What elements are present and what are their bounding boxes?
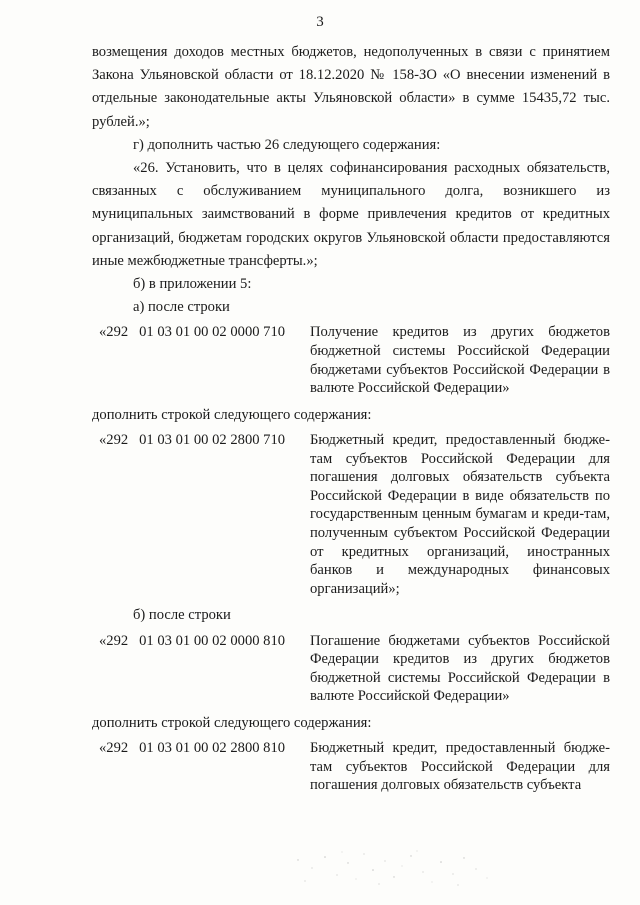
paragraph-appendix-5: б) в приложении 5: <box>133 276 252 293</box>
row-code: «292 01 03 01 00 02 2800 810 <box>99 740 286 757</box>
document-body <box>92 41 610 795</box>
row-code: «292 01 03 01 00 02 0000 710 <box>99 324 286 341</box>
paragraph-amend-part-26: г) дополнить частью 26 следующего содержания: <box>133 136 441 153</box>
paragraph-add-row-1: дополнить строкой следующего содержания: <box>92 406 372 423</box>
row-code: «292 01 03 01 00 02 0000 810 <box>99 632 286 649</box>
paragraph-after-row-b: б) после строки <box>133 607 231 624</box>
row-description: Получение кредитов из других бюджетов бюджетной системы Российской Федерации бюджетами субъектов Российской Федерации в валюте Российской Федерации» <box>310 324 610 397</box>
budget-row <box>92 323 610 397</box>
page-number: 3 <box>316 14 324 30</box>
budget-row <box>92 739 610 795</box>
paragraph-part-26-text: «26. Установить, что в целях софинансирования расходных обязательств, связанных с обслуживанием муниципального долга, возникшего из муниципальных заимствований в форме привлечения кредитов от кредитных организаций, бюджетам городских округов Ульяновской области предоставляются иные межбюджетные трансферты.»; <box>92 160 610 269</box>
budget-row <box>92 632 610 706</box>
row-description: Погашение бюджетами субъектов Российской Федерации кредитов из других бюджетов бюджетной системы Российской Федерации в валюте Российской Федерации» <box>310 632 610 705</box>
row-description: Бюджетный кредит, предоставленный бюдже-там субъектов Российской Федерации для погашения долговых обязательств субъекта Российской Федерации в виде обязательств по государственным ценным бумагам и креди-там, полученным субъектом Российской Федерации от кредитных организаций, иностранных банков и международных финансовых организаций»; <box>310 432 610 597</box>
row-code: «292 01 03 01 00 02 2800 710 <box>99 432 286 449</box>
row-description: Бюджетный кредит, предоставленный бюдже-там субъектов Российской Федерации для погашения долговых обязательств субъекта <box>310 740 610 794</box>
budget-row <box>92 431 610 598</box>
paragraph-compensation: возмещения доходов местных бюджетов, недополученных в связи с принятием Закона Ульяновской области от 18.12.2020 № 158-ЗО «О внесении изменений в отдельные законодательные акты Ульяновской области» в сумме 15435,72 тыс. рублей.»; <box>92 44 610 130</box>
paragraph-add-row-2: дополнить строкой следующего содержания: <box>92 714 372 731</box>
scan-noise-speckles <box>290 848 500 888</box>
paragraph-after-row-a: а) после строки <box>133 299 230 316</box>
